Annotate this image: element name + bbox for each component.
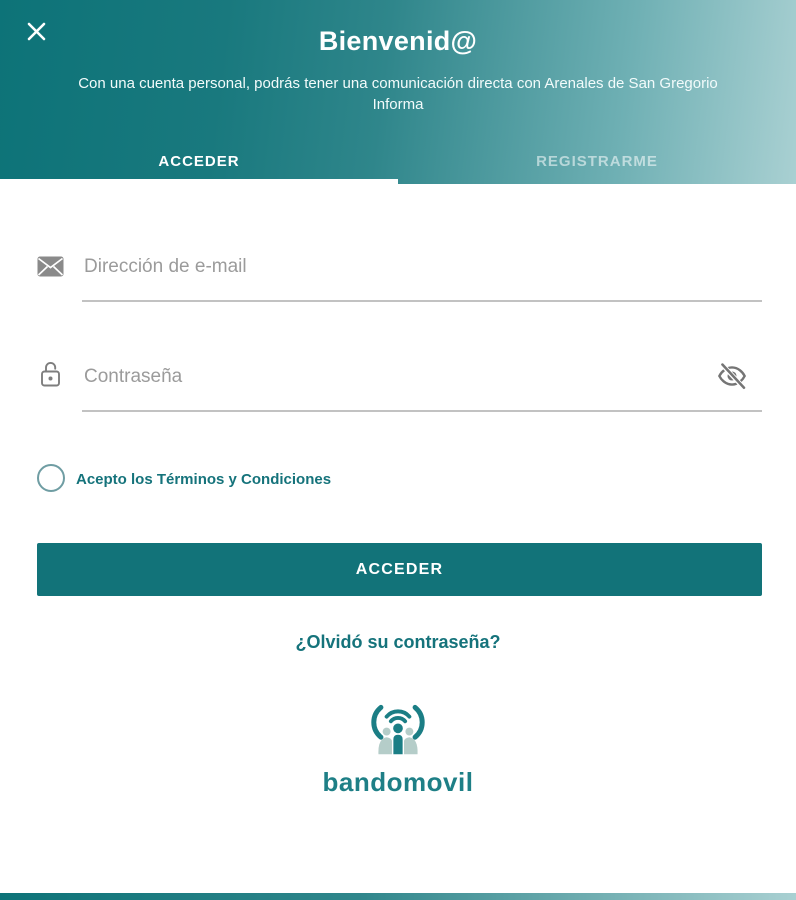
- bottom-accent-bar: [0, 893, 796, 900]
- email-field[interactable]: [84, 252, 684, 282]
- tab-bar: [0, 138, 796, 184]
- terms-label[interactable]: Acepto los Términos y Condiciones: [76, 471, 332, 488]
- forgot-password-link[interactable]: ¿Olvidó su contraseña?: [295, 632, 501, 652]
- tab-registrarme[interactable]: REGISTRARME: [398, 138, 796, 184]
- active-tab-indicator: [0, 179, 398, 184]
- page-subtitle: Con una cuenta personal, podrás tener una comunicación directa con Arenales de San Gregorio Informa: [78, 75, 718, 113]
- toggle-password-visibility-button[interactable]: [712, 358, 752, 396]
- email-underline: [82, 300, 762, 302]
- brand-logo: [0, 696, 796, 798]
- eye-off-icon: [715, 380, 749, 395]
- page-title: Bienvenid@: [318, 26, 478, 56]
- password-field[interactable]: [84, 362, 644, 392]
- lock-icon: [40, 360, 63, 394]
- header: [0, 0, 796, 184]
- bandomovil-logo-icon: [366, 696, 430, 765]
- tab-acceder[interactable]: ACCEDER: [0, 138, 398, 184]
- envelope-icon: [37, 256, 64, 282]
- bandomovil-wordmark: bandomovil: [322, 767, 474, 797]
- password-underline: [82, 410, 762, 412]
- terms-checkbox[interactable]: [37, 464, 65, 492]
- login-button[interactable]: ACCEDER: [37, 543, 762, 596]
